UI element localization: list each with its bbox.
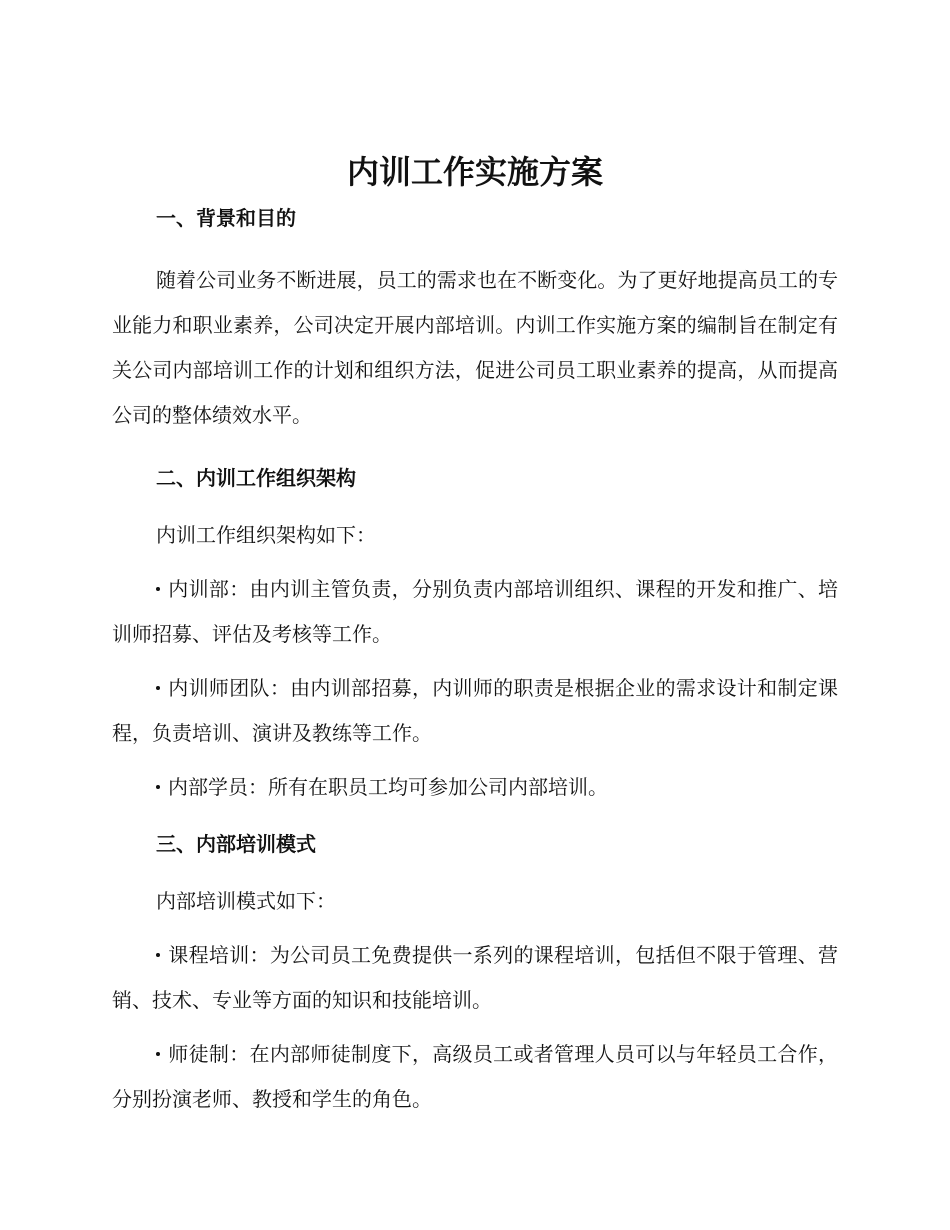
paragraph-background: 随着公司业务不断进展，员工的需求也在不断变化。为了更好地提高员工的专业能力和职业素养，公司决定开展内部培训。内训工作实施方案的编制旨在制定有关公司内部培训工作的计划和组织方法，促进公司员工职业素养的提高，从而提高公司的整体绩效水平。	[112, 268, 838, 427]
section-heading-background: 一、背景和目的	[156, 206, 296, 230]
paragraph-training-mode-intro: 内部培训模式如下：	[156, 889, 336, 913]
list-item	[112, 567, 838, 657]
list-item-text: 师徒制：在内部师徒制度下，高级员工或者管理人员可以与年轻员工合作，分别扮演老师、教授和学生的角色。	[112, 1042, 838, 1111]
list-item	[112, 666, 838, 756]
section-heading-organization: 二、内训工作组织架构	[156, 466, 356, 490]
bullet-icon	[156, 785, 160, 789]
list-item-text: 内训师团队：由内训部招募，内训师的职责是根据企业的需求设计和制定课程，负责培训、演讲及教练等工作。	[112, 676, 838, 745]
list-item-text: 内部学员：所有在职员工均可参加公司内部培训。	[168, 775, 608, 799]
section-heading-training-mode: 三、内部培训模式	[156, 832, 316, 856]
bullet-icon	[156, 587, 160, 591]
paragraph-organization-intro: 内训工作组织架构如下：	[156, 523, 376, 547]
document-body	[112, 200, 838, 1122]
document-title: 内训工作实施方案	[346, 153, 603, 191]
list-item	[112, 933, 838, 1023]
list-item	[112, 765, 838, 810]
bullet-icon	[156, 1052, 160, 1056]
bullet-icon	[156, 953, 160, 957]
list-item-text: 内训部：由内训主管负责，分别负责内部培训组织、课程的开发和推广、培训师招募、评估及考核等工作。	[112, 577, 838, 646]
bullet-icon	[156, 686, 160, 690]
list-item-text: 课程培训：为公司员工免费提供一系列的课程培训，包括但不限于管理、营销、技术、专业等方面的知识和技能培训。	[112, 943, 838, 1012]
list-item	[112, 1032, 838, 1122]
